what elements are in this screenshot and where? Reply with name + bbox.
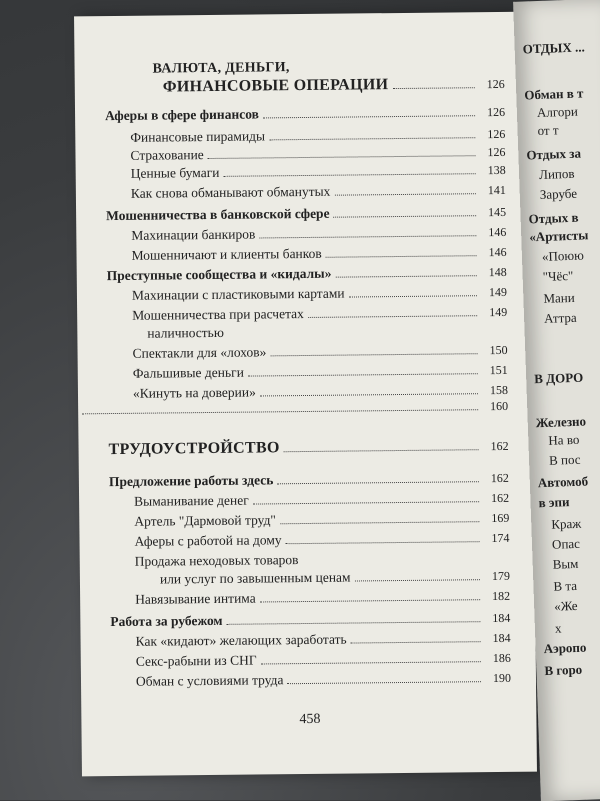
toc-entry (77, 342, 507, 363)
right-page-fragment: «Артисты (529, 227, 589, 245)
dot-leader (259, 234, 476, 238)
toc-entry-page: 182 (484, 588, 510, 604)
toc-entry (76, 224, 506, 245)
toc-entry-title: Аферы в сфере финансов (75, 106, 261, 124)
right-page-fragment: от т (537, 122, 558, 139)
right-page-fragment: В горо (544, 662, 582, 679)
dot-leader (208, 154, 476, 159)
toc-entry-page: 158 (482, 382, 508, 398)
toc-entry (80, 550, 510, 571)
toc-entry-title: Выманивание денег (79, 493, 251, 511)
toc-entry-page: 160 (482, 398, 508, 414)
dot-leader (82, 408, 478, 414)
dot-leader (308, 314, 477, 318)
toc-entry-title: Навязывание интима (80, 591, 258, 609)
section-title-line2: ФИНАНСОВЫЕ ОПЕРАЦИИ 126 (75, 76, 505, 97)
dot-leader (227, 620, 481, 625)
right-page-fragment: «Поюю (542, 248, 584, 265)
right-page-fragment: Опас (552, 536, 580, 553)
toc-entry-page: 184 (484, 630, 510, 646)
toc-entry (76, 204, 506, 225)
toc-entry-page: 162 (482, 438, 508, 454)
toc-entry (79, 530, 509, 551)
toc-entry-page: 145 (480, 204, 506, 220)
toc-entry-title: Махинации банкиров (76, 226, 257, 244)
right-page-fragment: Алгори (537, 104, 578, 121)
toc-entry-title: Преступные сообщества и «кидалы» (77, 266, 334, 285)
right-page-fragment: в эпи (538, 494, 569, 511)
toc-entry-title: Мошенничества при расчетах (77, 306, 306, 324)
toc-entry-title: Спектакли для «лохов» (77, 344, 268, 362)
toc-entry-title: Фальшивые деньги (78, 365, 246, 383)
toc-entry (76, 244, 506, 265)
section-title-line1: ВАЛЮТА, ДЕНЬГИ, (153, 60, 290, 77)
right-page-fragment: "Чёс" (542, 268, 573, 285)
dot-leader (286, 540, 480, 544)
dot-leader (269, 136, 475, 140)
right-page-fragment: Автомоб (538, 473, 589, 491)
toc-entry-title: Финансовые пирамиды (75, 128, 267, 146)
toc-entry-title: Как снова обманывают обманутых (76, 184, 333, 203)
toc-entry (79, 470, 509, 491)
toc-entry-page: 126 (479, 144, 505, 160)
right-page-fragment: Железно (536, 414, 587, 432)
dot-leader (334, 214, 477, 217)
toc-entry (76, 182, 506, 203)
toc-entry-page: 151 (482, 362, 508, 378)
dot-leader (248, 372, 478, 376)
toc-entry-page: 150 (481, 342, 507, 358)
toc-entry-title: Обман с условиями труда (81, 672, 286, 690)
toc-entry-page: 162 (483, 490, 509, 506)
toc-entry-page: 162 (483, 470, 509, 486)
toc-entry-page: 174 (483, 530, 509, 546)
dot-leader (260, 392, 478, 396)
toc-entry (81, 670, 511, 691)
toc-section-heading (78, 438, 508, 459)
right-page-fragment: В та (553, 578, 577, 595)
toc-entry (81, 630, 511, 651)
right-page-fragment: Отдых за (526, 146, 581, 164)
right-page-fragment: На во (548, 432, 580, 449)
left-page (74, 12, 537, 777)
dot-leader (351, 640, 481, 643)
right-page-fragment: «Же (554, 598, 578, 615)
toc-entry-page: 190 (485, 670, 511, 686)
toc-entry-page: 149 (481, 304, 507, 320)
toc-entry (75, 144, 505, 165)
right-page-fragment: х (555, 621, 562, 637)
toc-entry-title: Предложение работы здесь (79, 472, 276, 490)
toc-entry-title: ТРУДОУСТРОЙСТВО (78, 440, 281, 458)
toc-entry-title: Махинации с пластиковыми картами (77, 286, 347, 305)
toc-entry-page: 179 (484, 568, 510, 584)
toc-entry-page: 186 (485, 650, 511, 666)
right-page-fragment: Аттра (544, 310, 577, 327)
dot-leader (277, 480, 479, 484)
right-page-fragment: Вым (552, 556, 578, 573)
right-page-fragment: В пос (549, 452, 581, 469)
toc-entry-title: Секс-рабыни из СНГ (81, 653, 259, 671)
right-page-fragment: Зарубе (540, 186, 578, 203)
toc-entry-page: 146 (480, 244, 506, 260)
dot-leader (263, 114, 475, 118)
toc-entry-title: Страхование (75, 147, 205, 164)
toc-entry-page: 149 (481, 284, 507, 300)
toc-entry-page: 146 (480, 224, 506, 240)
toc-entry-page: 148 (481, 264, 507, 280)
toc-entry (79, 510, 509, 531)
toc-entry-title: Как «кидают» желающих заработать (81, 632, 349, 651)
toc-entry (80, 568, 510, 589)
toc-entry-page: 184 (484, 610, 510, 626)
dot-leader (253, 500, 479, 504)
toc-entry-title: Артель "Дармовой труд" (79, 512, 278, 530)
toc-entry-title: или услуг по завышенным ценам (80, 570, 353, 589)
toc-entry-page: 126 (479, 126, 505, 142)
right-page-fragment: Аэропо (543, 640, 586, 657)
toc-entry (77, 284, 507, 305)
toc-entry (79, 490, 509, 511)
dot-leader (270, 352, 477, 356)
toc-entry (80, 588, 510, 609)
dot-leader (261, 660, 481, 664)
dot-leader (260, 598, 480, 602)
dot-leader (223, 172, 475, 177)
toc-entry (78, 362, 508, 383)
toc-entry (80, 610, 510, 631)
right-page-fragment: В ДОРО (534, 370, 583, 388)
toc-entry (81, 650, 511, 671)
toc-entry (77, 304, 507, 325)
right-page-fragment: Мани (543, 290, 575, 307)
dot-leader (355, 578, 480, 581)
page-number: 458 (299, 712, 320, 728)
toc-entry (75, 126, 505, 147)
toc-entry-page: 126 (479, 104, 505, 120)
dot-leader (334, 192, 475, 195)
dot-leader (349, 294, 477, 297)
toc-entry-page: 141 (480, 182, 506, 198)
toc-entry (76, 162, 506, 183)
dot-leader (335, 274, 476, 277)
right-page-fragment: ОТДЫХ ... (522, 39, 585, 57)
toc-entry-title: Ценные бумаги (76, 165, 222, 183)
toc-entry (75, 104, 505, 125)
right-page-fragment: Краж (551, 516, 581, 533)
toc-entry-page: 138 (480, 162, 506, 178)
dot-leader (288, 680, 482, 684)
right-page-fragment: Обман в т (524, 85, 584, 103)
toc-entry-title: наличностью (77, 325, 226, 343)
dot-leader (284, 448, 479, 452)
toc-entry-title: Аферы с работой на дому (79, 532, 283, 550)
toc-entry-title: Работа за рубежом (80, 613, 224, 631)
toc-entry-title: Мошенничества в банковской сфере (76, 206, 332, 225)
dot-leader (326, 254, 477, 258)
right-page-fragment: Липов (539, 166, 575, 183)
right-page-fragment: Отдых в (528, 210, 578, 228)
dot-leader (280, 520, 479, 524)
toc-entry-title: «Кинуть на доверии» (78, 384, 258, 402)
toc-entry (77, 322, 507, 343)
toc-entry-title: Продажа неходовых товаров (80, 552, 301, 570)
toc-entry-page: 169 (483, 510, 509, 526)
toc-entry (78, 398, 508, 419)
toc-entry (77, 264, 507, 285)
toc-entry-title: Мошенничают и клиенты банков (76, 246, 323, 265)
